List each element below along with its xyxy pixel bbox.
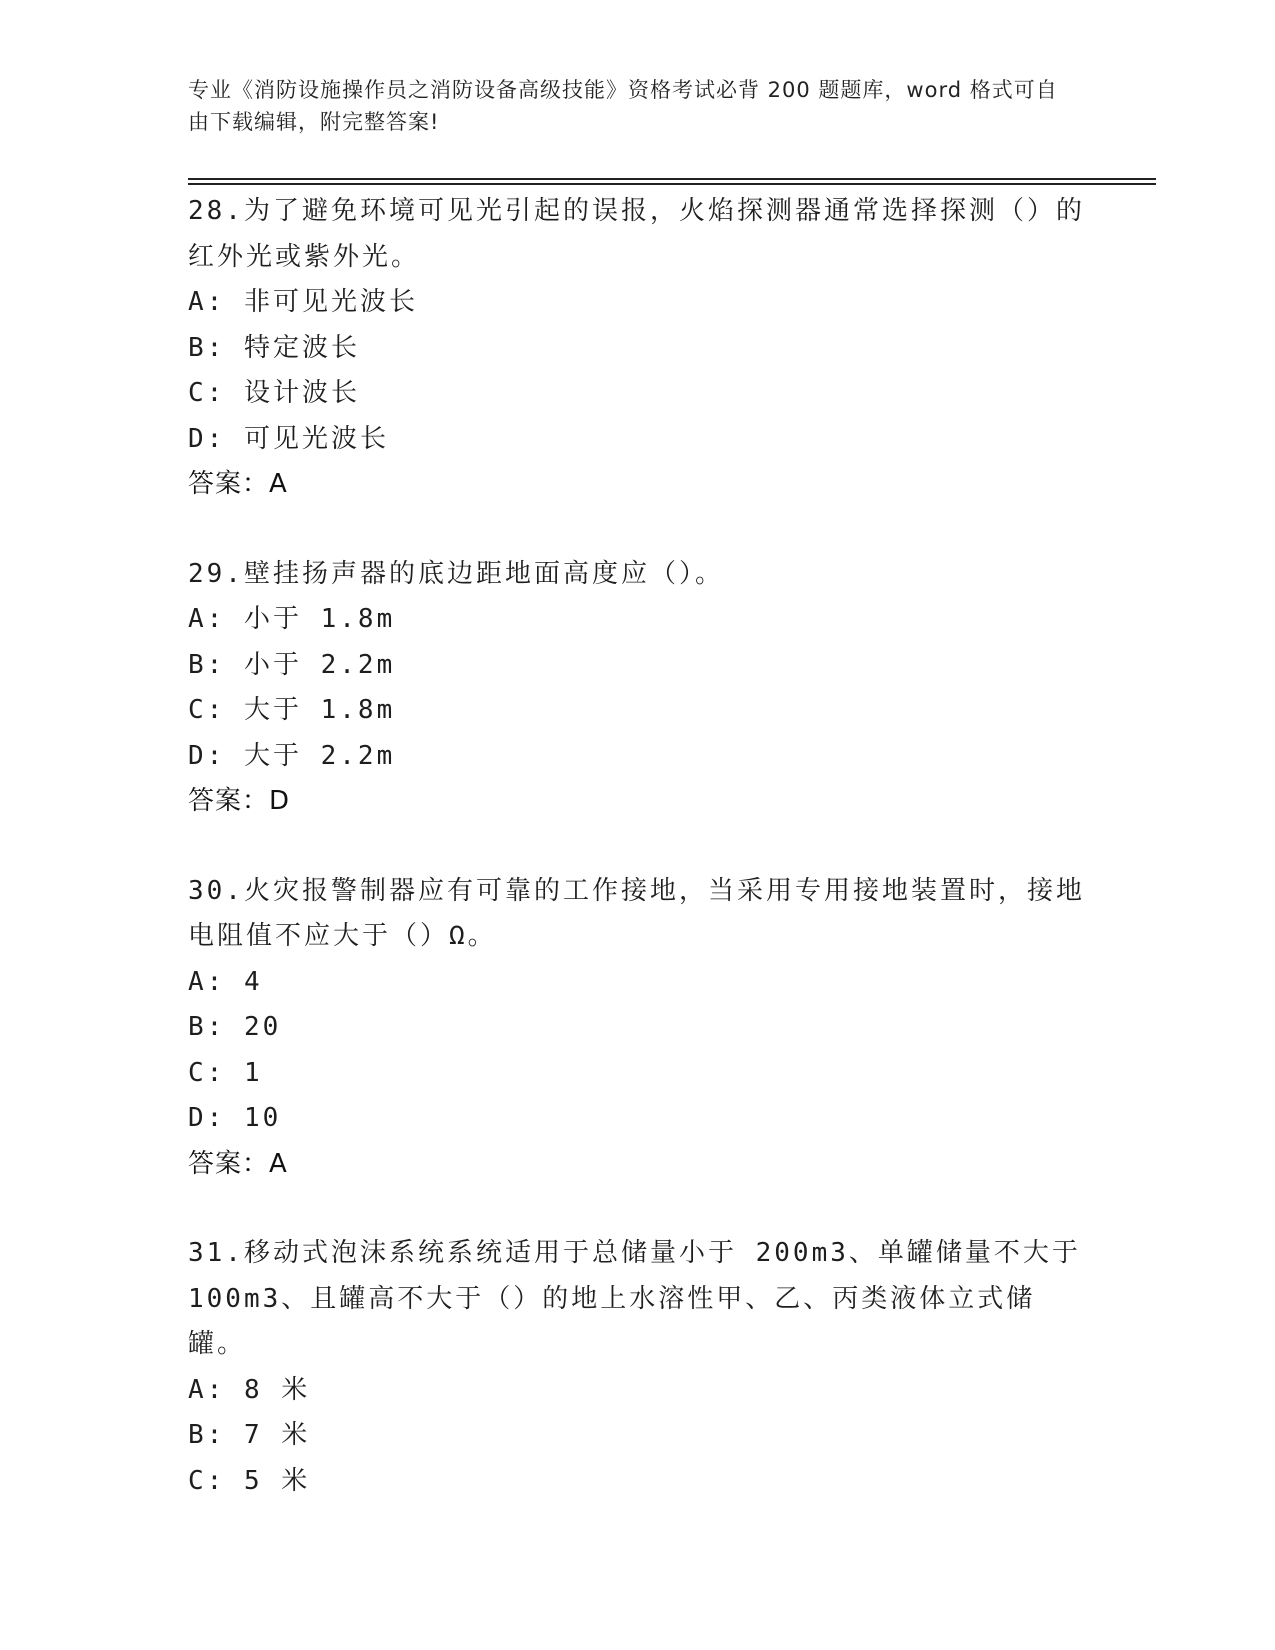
option-a: A: 小于 1.8m (188, 604, 396, 634)
question-28 (188, 189, 1088, 508)
option-c: C: 5 米 (188, 1465, 311, 1496)
option-d: D: 大于 2.2m (188, 740, 396, 771)
option-a: A: 非可见光波长 (188, 287, 418, 317)
option-c: C: 设计波长 (188, 378, 360, 408)
question-list (188, 189, 1088, 1504)
question-stem: 31.移动式泡沫系统系统适用于总储量小于 200m3、单罐储量不大于 100m3、且罐高不大于（）的地上水溶性甲、乙、丙类液体立式储罐。 (188, 1238, 1081, 1359)
answer-line: 答案：D (188, 786, 291, 816)
document-header: 专业《消防设施操作员之消防设备高级技能》资格考试必背 200 题题库，word 格式可自由下载编辑，附完整答案! (188, 78, 1058, 134)
option-d: D: 10 (188, 1103, 282, 1133)
answer-line: 答案：A (188, 469, 288, 499)
header-divider-bottom (188, 183, 1156, 185)
option-b: B: 小于 2.2m (188, 649, 396, 680)
option-c: C: 1 (188, 1057, 263, 1088)
question-stem: 30.火灾报警制器应有可靠的工作接地，当采用专用接地装置时，接地电阻值不应大于（）Ω。 (188, 875, 1085, 951)
option-d: D: 可见光波长 (188, 423, 389, 454)
header-divider-top (188, 178, 1156, 180)
option-c: C: 大于 1.8m (188, 695, 396, 725)
answer-line: 答案：A (188, 1148, 288, 1179)
option-a: A: 8 米 (188, 1374, 311, 1405)
option-b: B: 7 米 (188, 1420, 311, 1450)
option-b: B: 20 (188, 1012, 282, 1042)
question-stem: 29.壁挂扬声器的底边距地面高度应（）。 (188, 558, 724, 589)
question-29 (188, 552, 1088, 825)
question-30 (188, 869, 1088, 1188)
question-31 (188, 1231, 1088, 1504)
option-b: B: 特定波长 (188, 332, 360, 363)
option-a: A: 4 (188, 966, 263, 997)
question-stem: 28.为了避免环境可见光引起的误报，火焰探测器通常选择探测（）的红外光或紫外光。 (188, 196, 1085, 272)
